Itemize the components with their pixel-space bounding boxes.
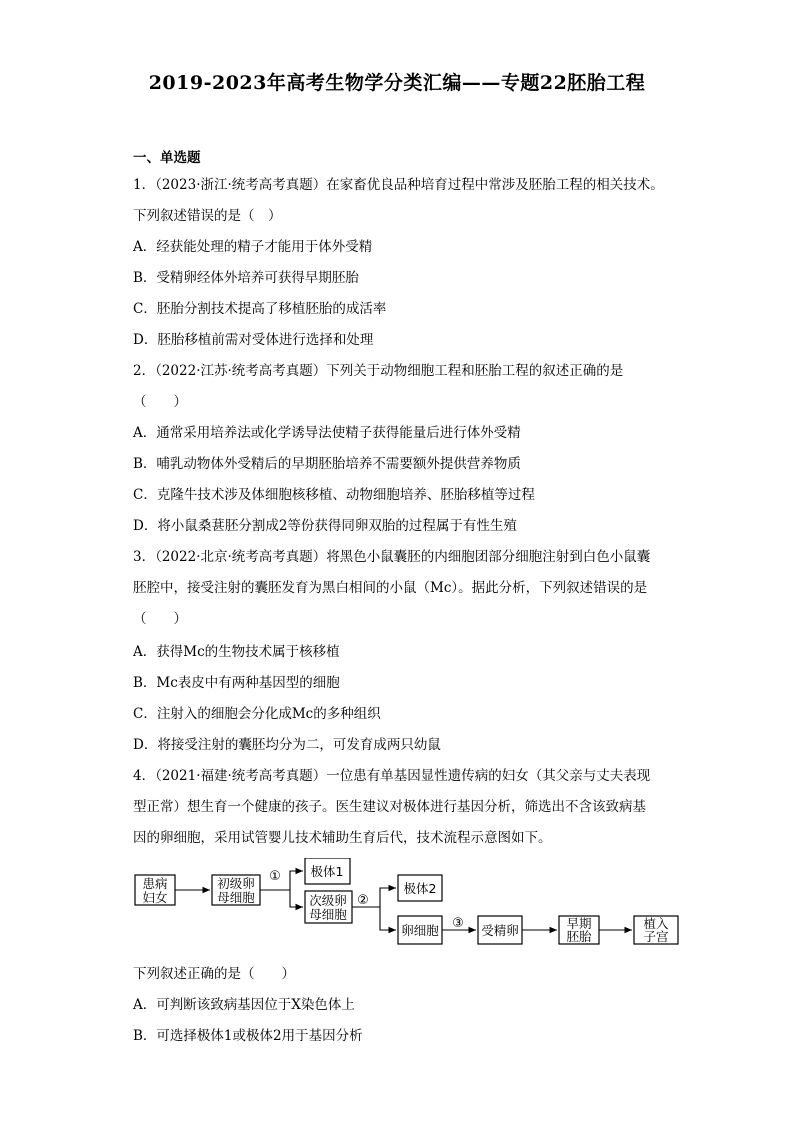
q3-stem-line-1: 3．（2022·北京·统考高考真题）将黑色小鼠囊胚的内细胞团部分细胞注射到白色小鼠囊 xyxy=(133,549,651,565)
label-secondary-oocyte-2: 母细胞 xyxy=(309,907,347,922)
q3-stem-line-3: （ ） xyxy=(133,611,187,627)
page-title: 2019-2023年高考生物学分类汇编——专题22胚胎工程 xyxy=(148,72,646,94)
q3-option-a: A．获得Mc的生物技术属于核移植 xyxy=(133,644,340,660)
q3-stem-line-2: 胚腔中，接受注射的囊胚发育为黑白相间的小鼠（Mc）。据此分析，下列叙述错误的是 xyxy=(133,580,648,596)
arrow-to-polar-body-2 xyxy=(380,888,396,907)
q2-stem-line-1: 2．（2022·江苏·统考高考真题）下列关于动物细胞工程和胚胎工程的叙述正确的是 xyxy=(133,363,624,379)
label-primary-oocyte-1: 初级卵 xyxy=(217,876,255,891)
section-heading: 一、单选题 xyxy=(133,150,201,166)
label-secondary-oocyte-1: 次级卵 xyxy=(309,893,347,908)
q2-option-c: C．克隆牛技术涉及体细胞核移植、动物细胞培养、胚胎移植等过程 xyxy=(133,487,535,503)
q4-stem-line-2: 型正常）想生育一个健康的孩子。医生建议对极体进行基因分析，筛选出不含该致病基 xyxy=(133,799,646,815)
q2-option-a: A．通常采用培养法或化学诱导法使精子获得能量后进行体外受精 xyxy=(133,425,521,441)
q1-option-a: A．经获能处理的精子才能用于体外受精 xyxy=(133,239,373,255)
label-implant-2: 子宫 xyxy=(643,929,669,944)
label-patient-2: 妇女 xyxy=(142,890,168,905)
label-early-embryo-1: 早期 xyxy=(566,916,592,931)
q3-option-b: B．Mc表皮中有两种基因型的细胞 xyxy=(133,675,340,691)
q4-after-diagram: 下列叙述正确的是（ ） xyxy=(133,966,295,982)
q3-option-c: C．注射入的细胞会分化成Mc的多种组织 xyxy=(133,706,381,722)
arrow-to-polar-body-1 xyxy=(290,871,303,890)
label-primary-oocyte-2: 母细胞 xyxy=(217,890,255,905)
step-3-marker: ③ xyxy=(452,916,464,931)
q3-option-d: D．将接受注射的囊胚均分为二，可发育成两只幼鼠 xyxy=(133,737,441,753)
q1-stem-line-2: 下列叙述错误的是（ ） xyxy=(133,208,282,224)
label-zygote: 受精卵 xyxy=(481,923,519,938)
q2-stem-line-2: （ ） xyxy=(133,394,187,410)
q1-stem-line-1: 1．（2023·浙江·统考高考真题）在家畜优良品种培育过程中常涉及胚胎工程的相关技术。 xyxy=(133,177,664,193)
label-egg-cell: 卵细胞 xyxy=(401,923,439,938)
q2-option-b: B．哺乳动物体外受精后的早期胚胎培养不需要额外提供营养物质 xyxy=(133,456,521,472)
step-2-marker: ② xyxy=(357,893,369,908)
q4-stem-line-3: 因的卵细胞，采用试管婴儿技术辅助生育后代，技术流程示意图如下。 xyxy=(133,830,552,846)
arrow-to-secondary-oocyte xyxy=(290,890,303,907)
arrow-to-egg-cell xyxy=(380,907,396,930)
label-polar-body-1: 极体1 xyxy=(310,864,344,879)
q1-option-d: D．胚胎移植前需对受体进行选择和处理 xyxy=(133,332,374,348)
q4-option-b: B．可选择极体1或极体2用于基因分析 xyxy=(133,1028,363,1044)
q1-option-c: C．胚胎分割技术提高了移植胚胎的成活率 xyxy=(133,301,387,317)
q1-option-b: B．受精卵经体外培养可获得早期胚胎 xyxy=(133,270,359,286)
step-1-marker: ① xyxy=(269,869,281,884)
q4-option-a: A．可判断该致病基因位于X染色体上 xyxy=(133,997,355,1013)
label-implant-1: 植入 xyxy=(643,916,669,931)
label-polar-body-2: 极体2 xyxy=(403,881,437,896)
ivf-flow-diagram xyxy=(130,858,685,953)
q4-stem-line-1: 4．（2021·福建·统考高考真题）一位患有单基因显性遗传病的妇女（其父亲与丈夫表现 xyxy=(133,768,651,784)
label-patient-1: 患病 xyxy=(142,876,168,891)
q2-option-d: D．将小鼠桑葚胚分割成2等份获得同卵双胎的过程属于有性生殖 xyxy=(133,518,517,534)
label-early-embryo-2: 胚胎 xyxy=(566,929,592,944)
